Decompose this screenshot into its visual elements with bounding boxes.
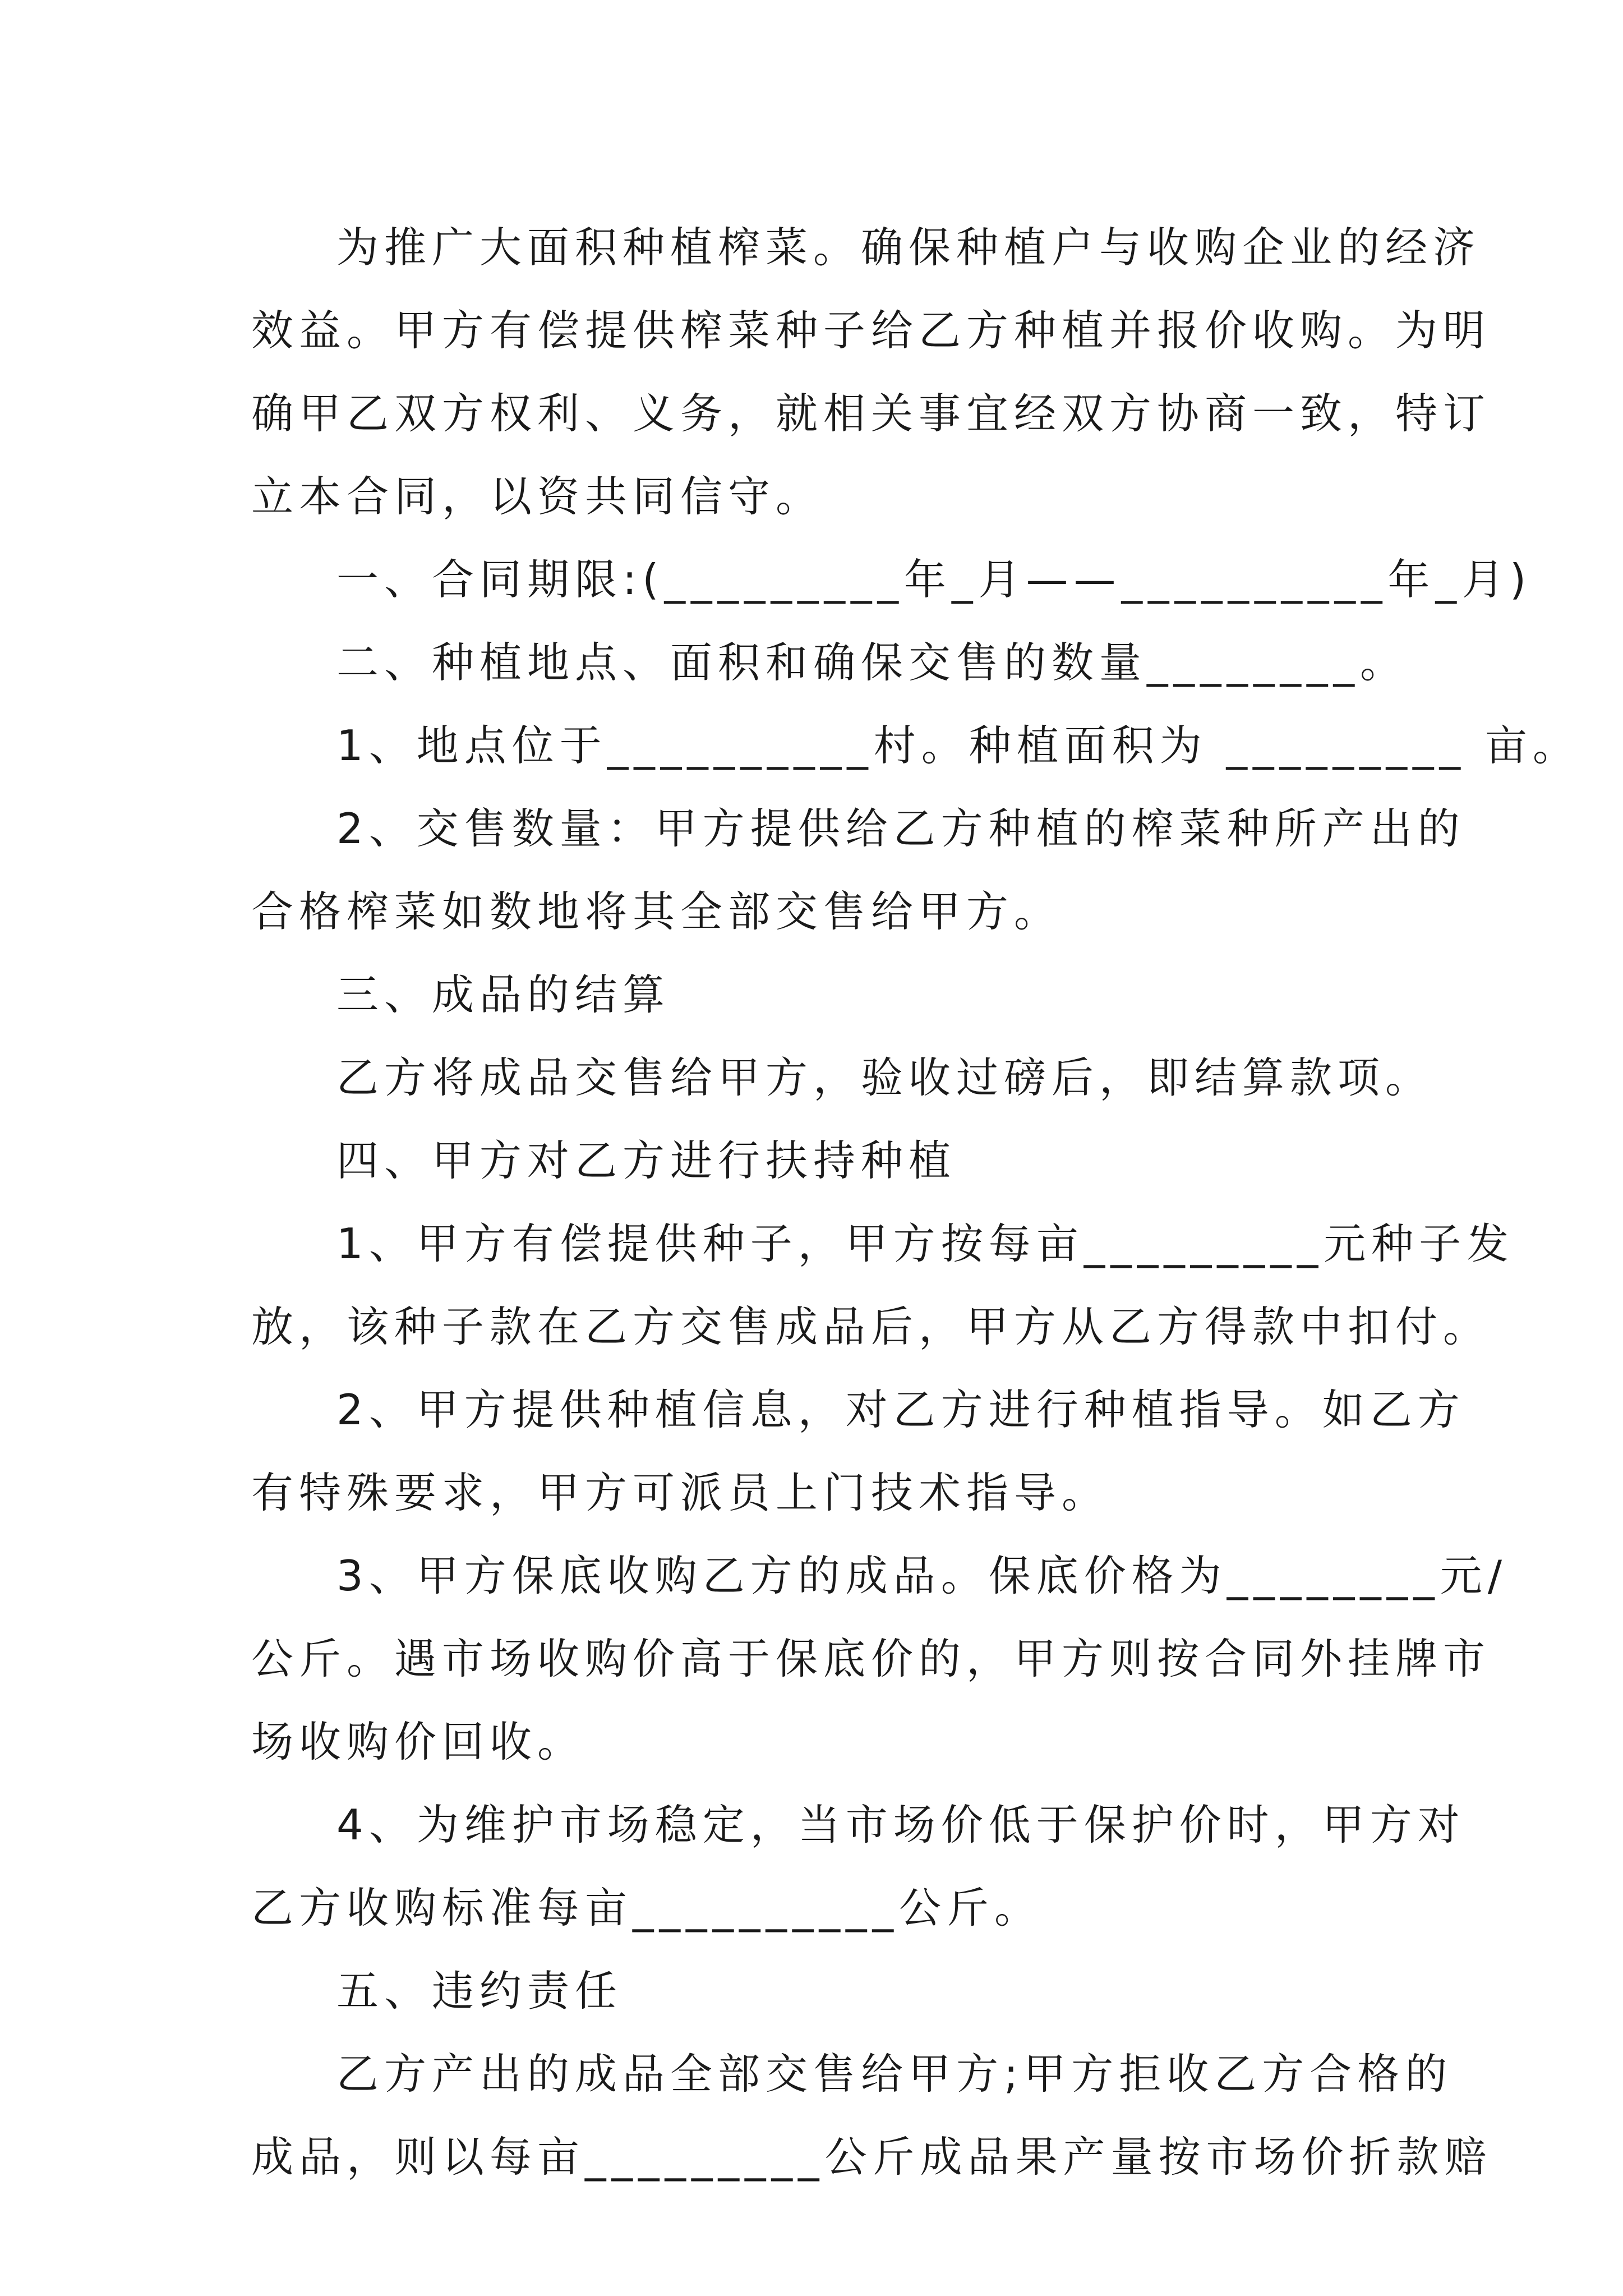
paragraph-intro-line-2: 效益。甲方有偿提供榨菜种子给乙方种植并报价收购。为明 <box>251 306 1491 355</box>
clause-5-text-line-2: 成品，则以每亩_________公斤成品果产量按市场价折款赔 <box>251 2132 1492 2182</box>
clause-2-heading: 二、种植地点、面积和确保交售的数量________。 <box>336 638 1408 687</box>
clause-2-item-2-line-1: 2、交售数量：甲方提供给乙方种植的榨菜种所产出的 <box>336 804 1465 853</box>
clause-2-item-1: 1、地点位于__________村。种植面积为 _________ 亩。 <box>336 721 1580 770</box>
paragraph-intro-line-4: 立本合同，以资共同信守。 <box>251 472 824 521</box>
paragraph-intro-line-3: 确甲乙双方权利、义务，就相关事宜经双方协商一致，特订 <box>251 389 1491 438</box>
clause-4-item-2-line-1: 2、甲方提供种植信息，对乙方进行种植指导。如乙方 <box>336 1385 1465 1434</box>
clause-4-heading: 四、甲方对乙方进行扶持种植 <box>336 1136 957 1185</box>
clause-4-item-1-line-2: 放，该种子款在乙方交售成品后，甲方从乙方得款中扣付。 <box>251 1302 1491 1351</box>
clause-4-item-3-line-1: 3、甲方保底收购乙方的成品。保底价格为________元/ <box>336 1551 1507 1600</box>
clause-2-item-2-line-2: 合格榨菜如数地将其全部交售给甲方。 <box>251 887 1062 936</box>
clause-4-item-1-line-1: 1、甲方有偿提供种子，甲方按每亩_________元种子发 <box>336 1219 1515 1268</box>
clause-4-item-4-line-2: 乙方收购标准每亩__________公斤。 <box>251 1883 1043 1932</box>
clause-4-item-3-line-3: 场收购价回收。 <box>251 1717 585 1766</box>
clause-3-text: 乙方将成品交售给甲方，验收过磅后，即结算款项。 <box>336 1053 1433 1102</box>
paragraph-intro-line-1: 为推广大面积种植榨菜。确保种植户与收购企业的经济 <box>336 223 1481 272</box>
clause-4-item-4-line-1: 4、为维护市场稳定，当市场价低于保护价时，甲方对 <box>336 1800 1465 1849</box>
clause-3-heading: 三、成品的结算 <box>336 970 671 1019</box>
clause-5-heading: 五、违约责任 <box>336 1966 623 2016</box>
clause-4-item-2-line-2: 有特殊要求，甲方可派员上门技术指导。 <box>251 1468 1110 1517</box>
clause-4-item-3-line-2: 公斤。遇市场收购价高于保底价的，甲方则按合同外挂牌市 <box>251 1634 1491 1683</box>
clause-5-text-line-1: 乙方产出的成品全部交售给甲方;甲方拒收乙方合格的 <box>336 2049 1453 2099</box>
clause-1-term: 一、合同期限:(_________年_月——__________年_月) <box>336 555 1532 604</box>
